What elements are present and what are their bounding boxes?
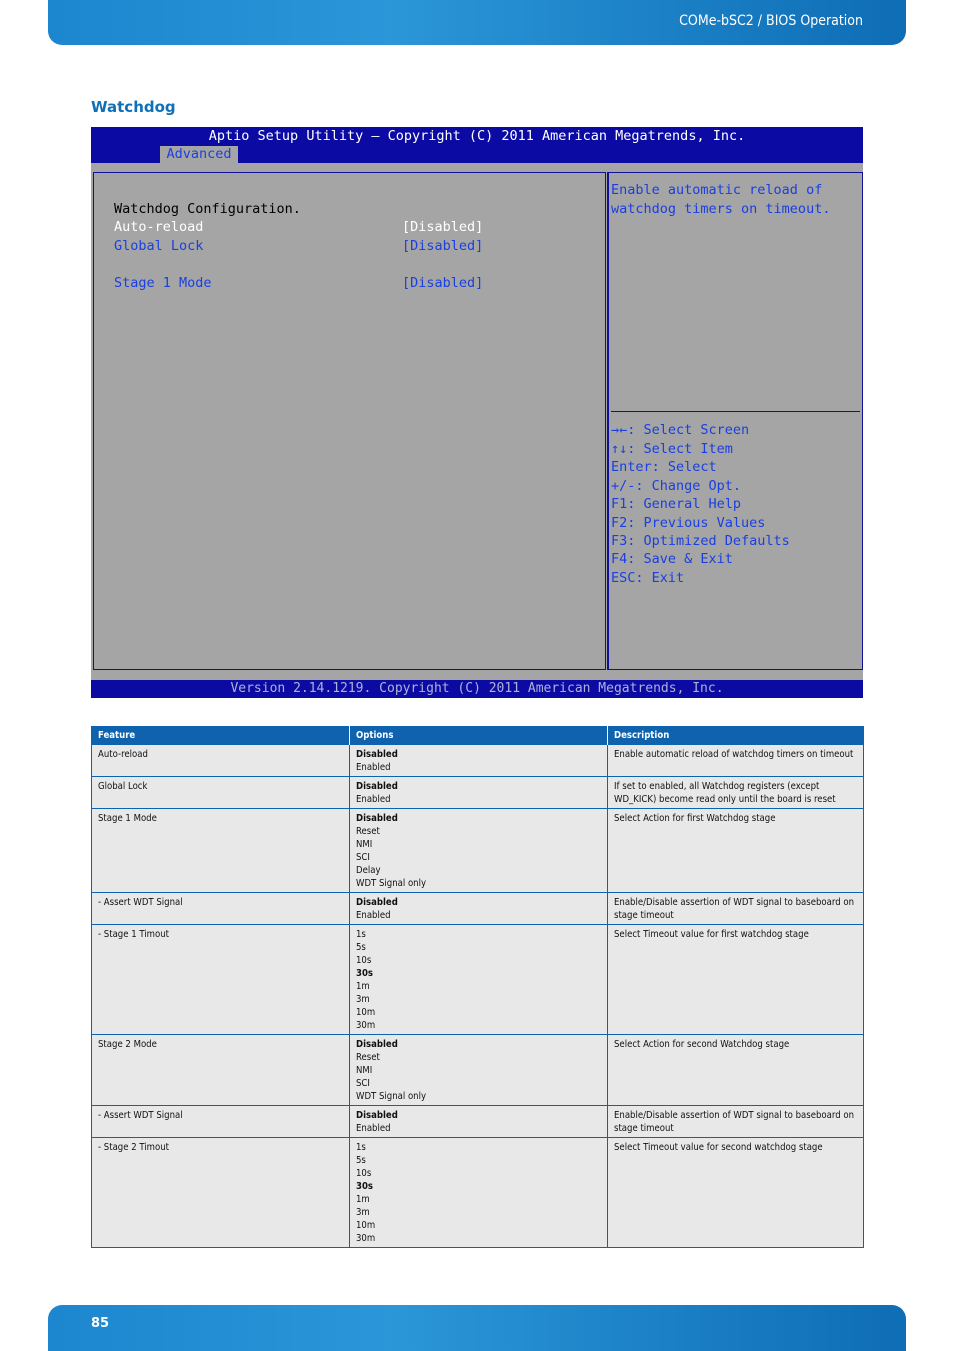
bios-key-hint: Enter: Select (611, 459, 717, 475)
bios-help-panel (607, 172, 863, 670)
feature-cell: - Stage 2 Timout (92, 1138, 350, 1248)
page-header-band (48, 0, 906, 45)
bios-key-hint: ↑↓: Select Item (611, 441, 733, 457)
bios-help-text: watchdog timers on timeout. (611, 201, 831, 217)
bios-key-hint: ESC: Exit (611, 570, 685, 586)
table-row (92, 745, 864, 777)
bios-value-auto-reload[interactable]: [Disabled] (402, 219, 484, 235)
option: WDT Signal only (356, 878, 427, 889)
option: 1s (356, 1142, 366, 1153)
option: 30m (356, 1233, 376, 1244)
option: 3m (356, 994, 370, 1005)
column-header-options: Options (350, 726, 608, 745)
table-row (92, 1138, 864, 1248)
options-cell (350, 1035, 608, 1106)
option: 5s (356, 1155, 366, 1166)
feature-cell: Auto-reload (92, 745, 350, 777)
default-option: Disabled (356, 897, 398, 908)
option: 3m (356, 1207, 370, 1218)
description-cell: If set to enabled, all Watchdog registers (except WD_KICK) become read only until the board is reset (608, 777, 864, 809)
option: Delay (356, 865, 381, 876)
page-number: 85 (91, 1316, 110, 1331)
option: 10m (356, 1220, 376, 1231)
description-cell: Select Action for second Watchdog stage (608, 1035, 864, 1106)
bios-item-global-lock[interactable]: Global Lock (114, 238, 204, 254)
options-cell (350, 777, 608, 809)
table-header-row (92, 726, 864, 745)
option: SCI (356, 852, 370, 863)
default-option: Disabled (356, 781, 398, 792)
feature-cell: - Stage 1 Timout (92, 925, 350, 1035)
option: 5s (356, 942, 366, 953)
option: 1s (356, 929, 366, 940)
description-cell: Enable automatic reload of watchdog timers on timeout (608, 745, 864, 777)
option: Enabled (356, 1123, 391, 1134)
default-option: Disabled (356, 1110, 398, 1121)
option: Enabled (356, 794, 391, 805)
table-row (92, 925, 864, 1035)
bios-key-hint: F3: Optimized Defaults (611, 533, 790, 549)
default-option: Disabled (356, 813, 398, 824)
bios-item-stage-1-mode[interactable]: Stage 1 Mode (114, 275, 212, 291)
options-cell (350, 745, 608, 777)
description-cell: Select Timeout value for first watchdog stage (608, 925, 864, 1035)
bios-key-hint: F1: General Help (611, 496, 742, 512)
column-header-feature: Feature (92, 726, 350, 745)
bios-key-hint: F4: Save & Exit (611, 551, 733, 567)
bios-screenshot (91, 127, 863, 698)
table-body (92, 745, 864, 1248)
bios-version-bar: Version 2.14.1219. Copyright (C) 2011 American Megatrends, Inc. (91, 680, 863, 698)
option: NMI (356, 1065, 373, 1076)
page-footer-band (48, 1305, 906, 1351)
options-cell (350, 893, 608, 925)
option: 1m (356, 981, 370, 992)
table-row (92, 893, 864, 925)
option: Reset (356, 1052, 380, 1063)
default-option: Disabled (356, 749, 398, 760)
section-heading: Watchdog (91, 98, 176, 116)
option: 30m (356, 1020, 376, 1031)
option: NMI (356, 839, 373, 850)
description-cell: Enable/Disable assertion of WDT signal to baseboard on stage timeout (608, 893, 864, 925)
table-row (92, 809, 864, 893)
option: Enabled (356, 762, 391, 773)
bios-key-hint: →←: Select Screen (611, 422, 750, 438)
table-row (92, 777, 864, 809)
option: 10s (356, 955, 372, 966)
column-header-description: Description (608, 726, 864, 745)
options-cell (350, 1138, 608, 1248)
table-row (92, 1106, 864, 1138)
bios-key-hint: F2: Previous Values (611, 515, 766, 531)
bios-item-auto-reload[interactable]: Auto-reload (114, 219, 204, 235)
bios-config-heading: Watchdog Configuration. (114, 201, 301, 217)
feature-cell: Stage 1 Mode (92, 809, 350, 893)
bios-help-divider (611, 411, 860, 412)
table-row (92, 1035, 864, 1106)
watchdog-options-table (91, 726, 864, 1248)
bios-value-global-lock[interactable]: [Disabled] (402, 238, 484, 254)
feature-cell: - Assert WDT Signal (92, 893, 350, 925)
options-cell (350, 925, 608, 1035)
description-cell: Enable/Disable assertion of WDT signal to baseboard on stage timeout (608, 1106, 864, 1138)
option: 10m (356, 1007, 376, 1018)
bios-value-stage-1-mode[interactable]: [Disabled] (402, 275, 484, 291)
option: 1m (356, 1194, 370, 1205)
bios-title-bar (91, 127, 863, 163)
description-cell: Select Timeout value for second watchdog stage (608, 1138, 864, 1248)
description-cell: Select Action for first Watchdog stage (608, 809, 864, 893)
option: WDT Signal only (356, 1091, 427, 1102)
feature-cell: Global Lock (92, 777, 350, 809)
option: Enabled (356, 910, 391, 921)
feature-cell: - Assert WDT Signal (92, 1106, 350, 1138)
bios-tab-advanced[interactable]: Advanced (160, 146, 238, 163)
document-header-title: COMe-bSC2 / BIOS Operation (679, 13, 863, 29)
options-cell (350, 1106, 608, 1138)
default-option: Disabled (356, 1039, 398, 1050)
bios-help-text: Enable automatic reload of (611, 182, 823, 198)
feature-cell: Stage 2 Mode (92, 1035, 350, 1106)
default-option: 30s (356, 1181, 373, 1192)
option: SCI (356, 1078, 370, 1089)
option: Reset (356, 826, 380, 837)
bios-key-hint: +/-: Change Opt. (611, 478, 742, 494)
default-option: 30s (356, 968, 373, 979)
option: 10s (356, 1168, 372, 1179)
options-cell (350, 809, 608, 893)
bios-title: Aptio Setup Utility – Copyright (C) 2011 American Megatrends, Inc. (208, 128, 746, 144)
